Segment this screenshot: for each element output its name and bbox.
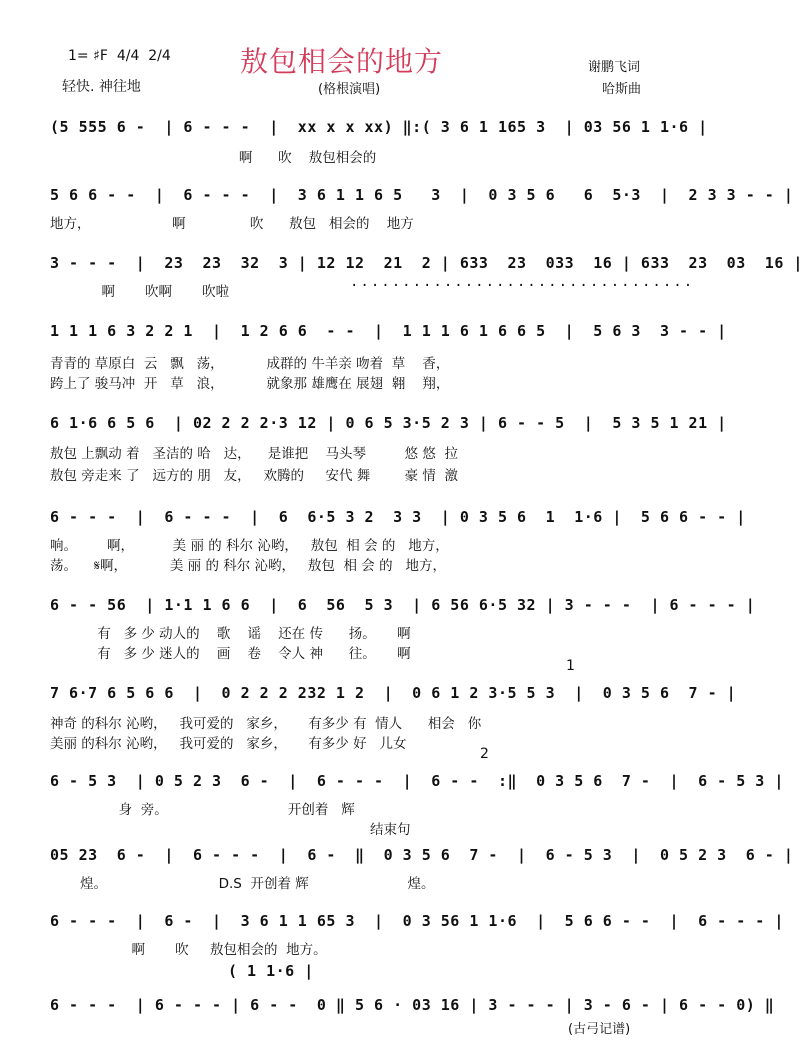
composer-credit: 哈斯曲 <box>602 82 642 97</box>
transcriber-credit: (古弓记谱) <box>568 1022 631 1037</box>
lyric-line-10a: 煌。 D.S 开创着 辉 煌。 <box>50 876 435 892</box>
music-line-7: 6 - - 56 | 1·1 1 6 6 | 6 56 5 3 | 6 56 6·5 32 | 3 - - - | 6 - - - | <box>50 596 756 614</box>
music-line-6: 6 - - - | 6 - - - | 6 6·5 3 2 3 3 | 0 3 5 6 1 1·6 | 5 6 6 - - | <box>50 508 746 526</box>
lyric-line-5a: 敖包 上飘动 着 圣洁的 哈 达， 是谁把 马头琴 悠 悠 拉 <box>50 446 458 462</box>
lyric-line-11a: 啊 吹 敖包相会的 地方。 <box>50 942 327 958</box>
lyricist-credit: 谢鹏飞词 <box>588 60 641 75</box>
coda-label: 结束句 <box>370 822 411 838</box>
music-line-4: 1 1 1 6 3 2 2 1 | 1 2 6 6 - - | 1 1 1 6 1 6 6 5 | 5 6 3 3 - - | <box>50 322 727 340</box>
lyric-line-7b: 有 多 少 迷人的 画 卷 令人 神 往。 啊 <box>50 646 411 662</box>
coda-intro: ( 1 1·6 | <box>228 962 314 980</box>
music-line-5: 6 1·6 6 5 6 | 02 2 2 2·3 12 | 0 6 5 3·5 2 3 | 6 - - 5 | 5 3 5 1 21 | <box>50 414 727 432</box>
lyric-line-8b: 美丽 的科尔 沁哟， 我可爱的 家乡， 有多少 好 儿女 <box>50 736 407 752</box>
music-line-8: 7 6·7 6 5 6 6 | 0 2 2 2 232 1 2 | 0 6 1 2 3·5 5 3 | 0 3 5 6 7 - | <box>50 684 737 702</box>
music-line-2: 5 6 6 - - | 6 - - - | 3 6 1 1 6 5 3 | 0 3 5 6 6 5·3 | 2 3 3 - - | <box>50 186 794 204</box>
tempo-marking: 轻快. 神往地 <box>62 79 141 95</box>
music-line-10: 05 23 6 - | 6 - - - | 6 - ‖ 0 3 5 6 7 - | 6 - 5 3 | 0 5 2 3 6 - | <box>50 846 794 864</box>
lyric-line-6a: 响。 啊， 美 丽 的 科尔 沁哟， 敖包 相 会 的 地方， <box>50 538 449 554</box>
dotted-continuation: ································· <box>350 278 695 294</box>
song-title: 敖包相会的地方 <box>240 45 444 78</box>
music-line-3: 3 - - - | 23 23 32 3 | 12 12 21 2 | 633 23 033 16 | 633 23 03 16 | <box>50 254 803 272</box>
key-signature: 1= ♯F 4/4 2/4 <box>68 48 171 64</box>
lyric-line-3a: 啊 吹啊 吹啦 <box>50 284 230 300</box>
lyric-line-5b: 敖包 旁走来 了 远方的 朋 友， 欢腾的 安代 舞 豪 情 激 <box>50 468 458 484</box>
music-line-11: 6 - - - | 6 - | 3 6 1 1 65 3 | 0 3 56 1 1·6 | 5 6 6 - - | 6 - - - | <box>50 912 784 930</box>
lyric-line-4a: 青青的 草原白 云 飘 荡， 成群的 牛羊亲 吻着 草 香， <box>50 356 450 372</box>
lyric-line-2a: 地方， 啊 吹 敖包 相会的 地方 <box>50 216 414 232</box>
singer-credit: (格根演唱) <box>318 82 381 97</box>
lyric-line-1a: 啊 吹 敖包相会的 <box>50 150 377 166</box>
lyric-line-9a: 身 旁。 开创着 辉 <box>50 802 355 818</box>
lyric-line-6b: 荡。 𝄋啊， 美 丽 的 科尔 沁哟， 敖包 相 会 的 地方， <box>50 558 446 574</box>
music-line-1: (5 555 6 - | 6 - - - | xx x x xx) ‖:( 3 6 1 165 3 | 03 56 1 1·6 | <box>50 118 708 136</box>
first-ending-marker: 1 <box>566 658 575 674</box>
second-ending-marker: 2 <box>480 746 489 762</box>
lyric-line-8a: 神奇 的科尔 沁哟， 我可爱的 家乡， 有多少 有 情人 相会 你 <box>50 716 482 732</box>
lyric-line-4b: 跨上了 骏马冲 开 草 浪， 就象那 雄鹰在 展翅 翱 翔， <box>50 376 450 392</box>
music-line-12: 6 - - - | 6 - - - | 6 - - 0 ‖ 5 6 · 03 16 | 3 - - - | 3 - 6 - | 6 - - 0) ‖ <box>50 996 775 1014</box>
lyric-line-7a: 有 多 少 动人的 歌 谣 还在 传 扬。 啊 <box>50 626 411 642</box>
music-line-9: 6 - 5 3 | 0 5 2 3 6 - | 6 - - - | 6 - - :‖ 0 3 5 6 7 - | 6 - 5 3 | <box>50 772 784 790</box>
